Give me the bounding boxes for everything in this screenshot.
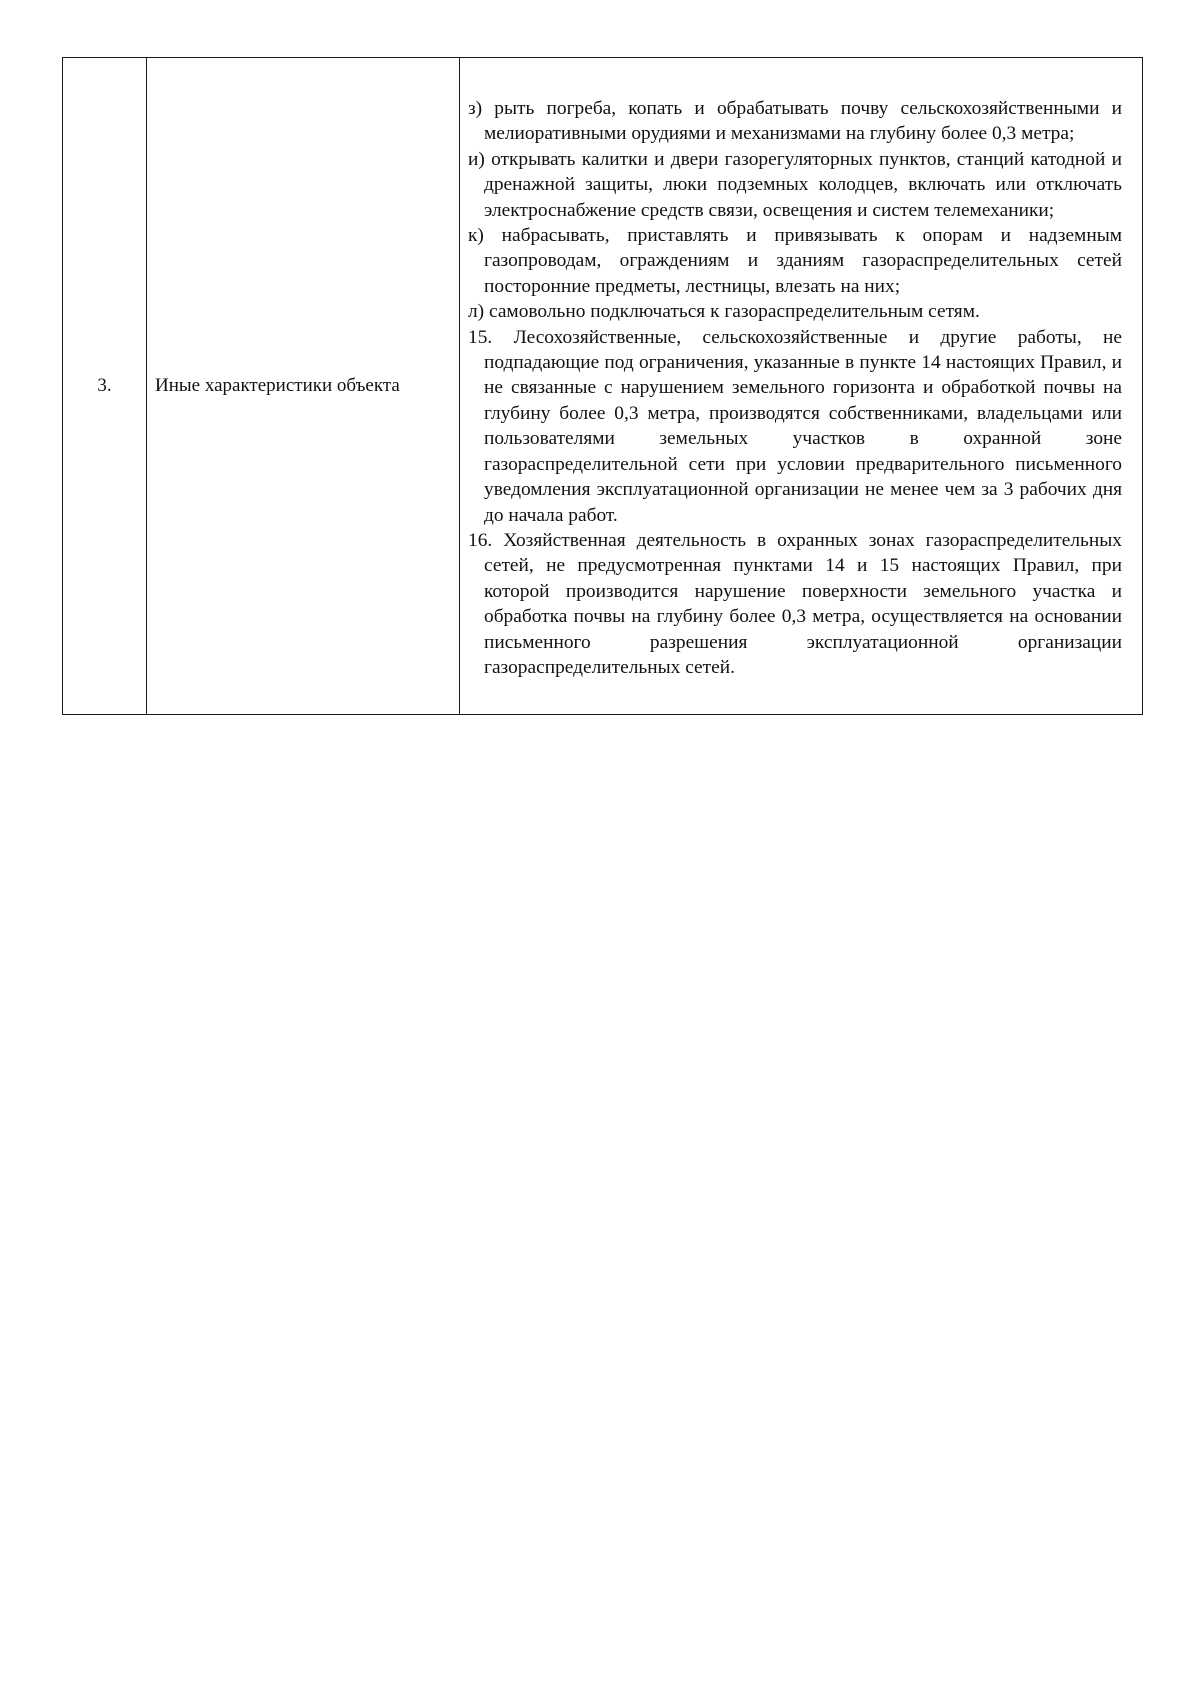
paragraph-16: 16. Хозяйственная деятельность в охранных зонах газораспределительных сетей, не предусмотренная пунктами 14 и 15 настоящих Правил, при которой производится нарушение поверхности земельного участка и обработка почвы на глубину более 0,3 метра, осуществляется на основании письменного разрешения эксплуатационной организации газораспределительных сетей.: [468, 529, 1122, 678]
paragraph-l: л) самовольно подключаться к газораспределительным сетям.: [468, 301, 980, 323]
paragraph-15: 15. Лесохозяйственные, сельскохозяйственные и другие работы, не подпадающие под ограничения, указанные в пункте 14 настоящих Правил, и не связанные с нарушением земельного горизонта и обработкой почвы на глубину более 0,3 метра, производятся собственниками, владельцами или пользователями земельных участков в охранной зоне газораспределительной сети при условии предварительного письменного уведомления эксплуатационной организации не менее чем за 3 рабочих дня до начала работ.: [468, 326, 1122, 526]
paragraph-z: з) рыть погреба, копать и обрабатывать почву сельскохозяйственными и мелиоративными орудиями и механизмами на глубину более 0,3 метра;: [468, 98, 1122, 145]
row-description: [460, 58, 1143, 715]
paragraph-i: и) открывать калитки и двери газорегуляторных пунктов, станций катодной и дренажной защиты, люки подземных колодцев, включать или отключать электроснабжение средств связи, освещения и систем телемеханики;: [468, 148, 1122, 221]
row-name: Иные характеристики объекта: [147, 58, 460, 715]
table-row: [63, 58, 1143, 715]
paragraph-k: к) набрасывать, приставлять и привязывать к опорам и надземным газопроводам, ограждениям и зданиям газораспределительных сетей посторонние предметы, лестницы, влезать на них;: [468, 225, 1122, 297]
characteristics-table: [62, 57, 1143, 715]
row-number: 3.: [63, 58, 147, 715]
